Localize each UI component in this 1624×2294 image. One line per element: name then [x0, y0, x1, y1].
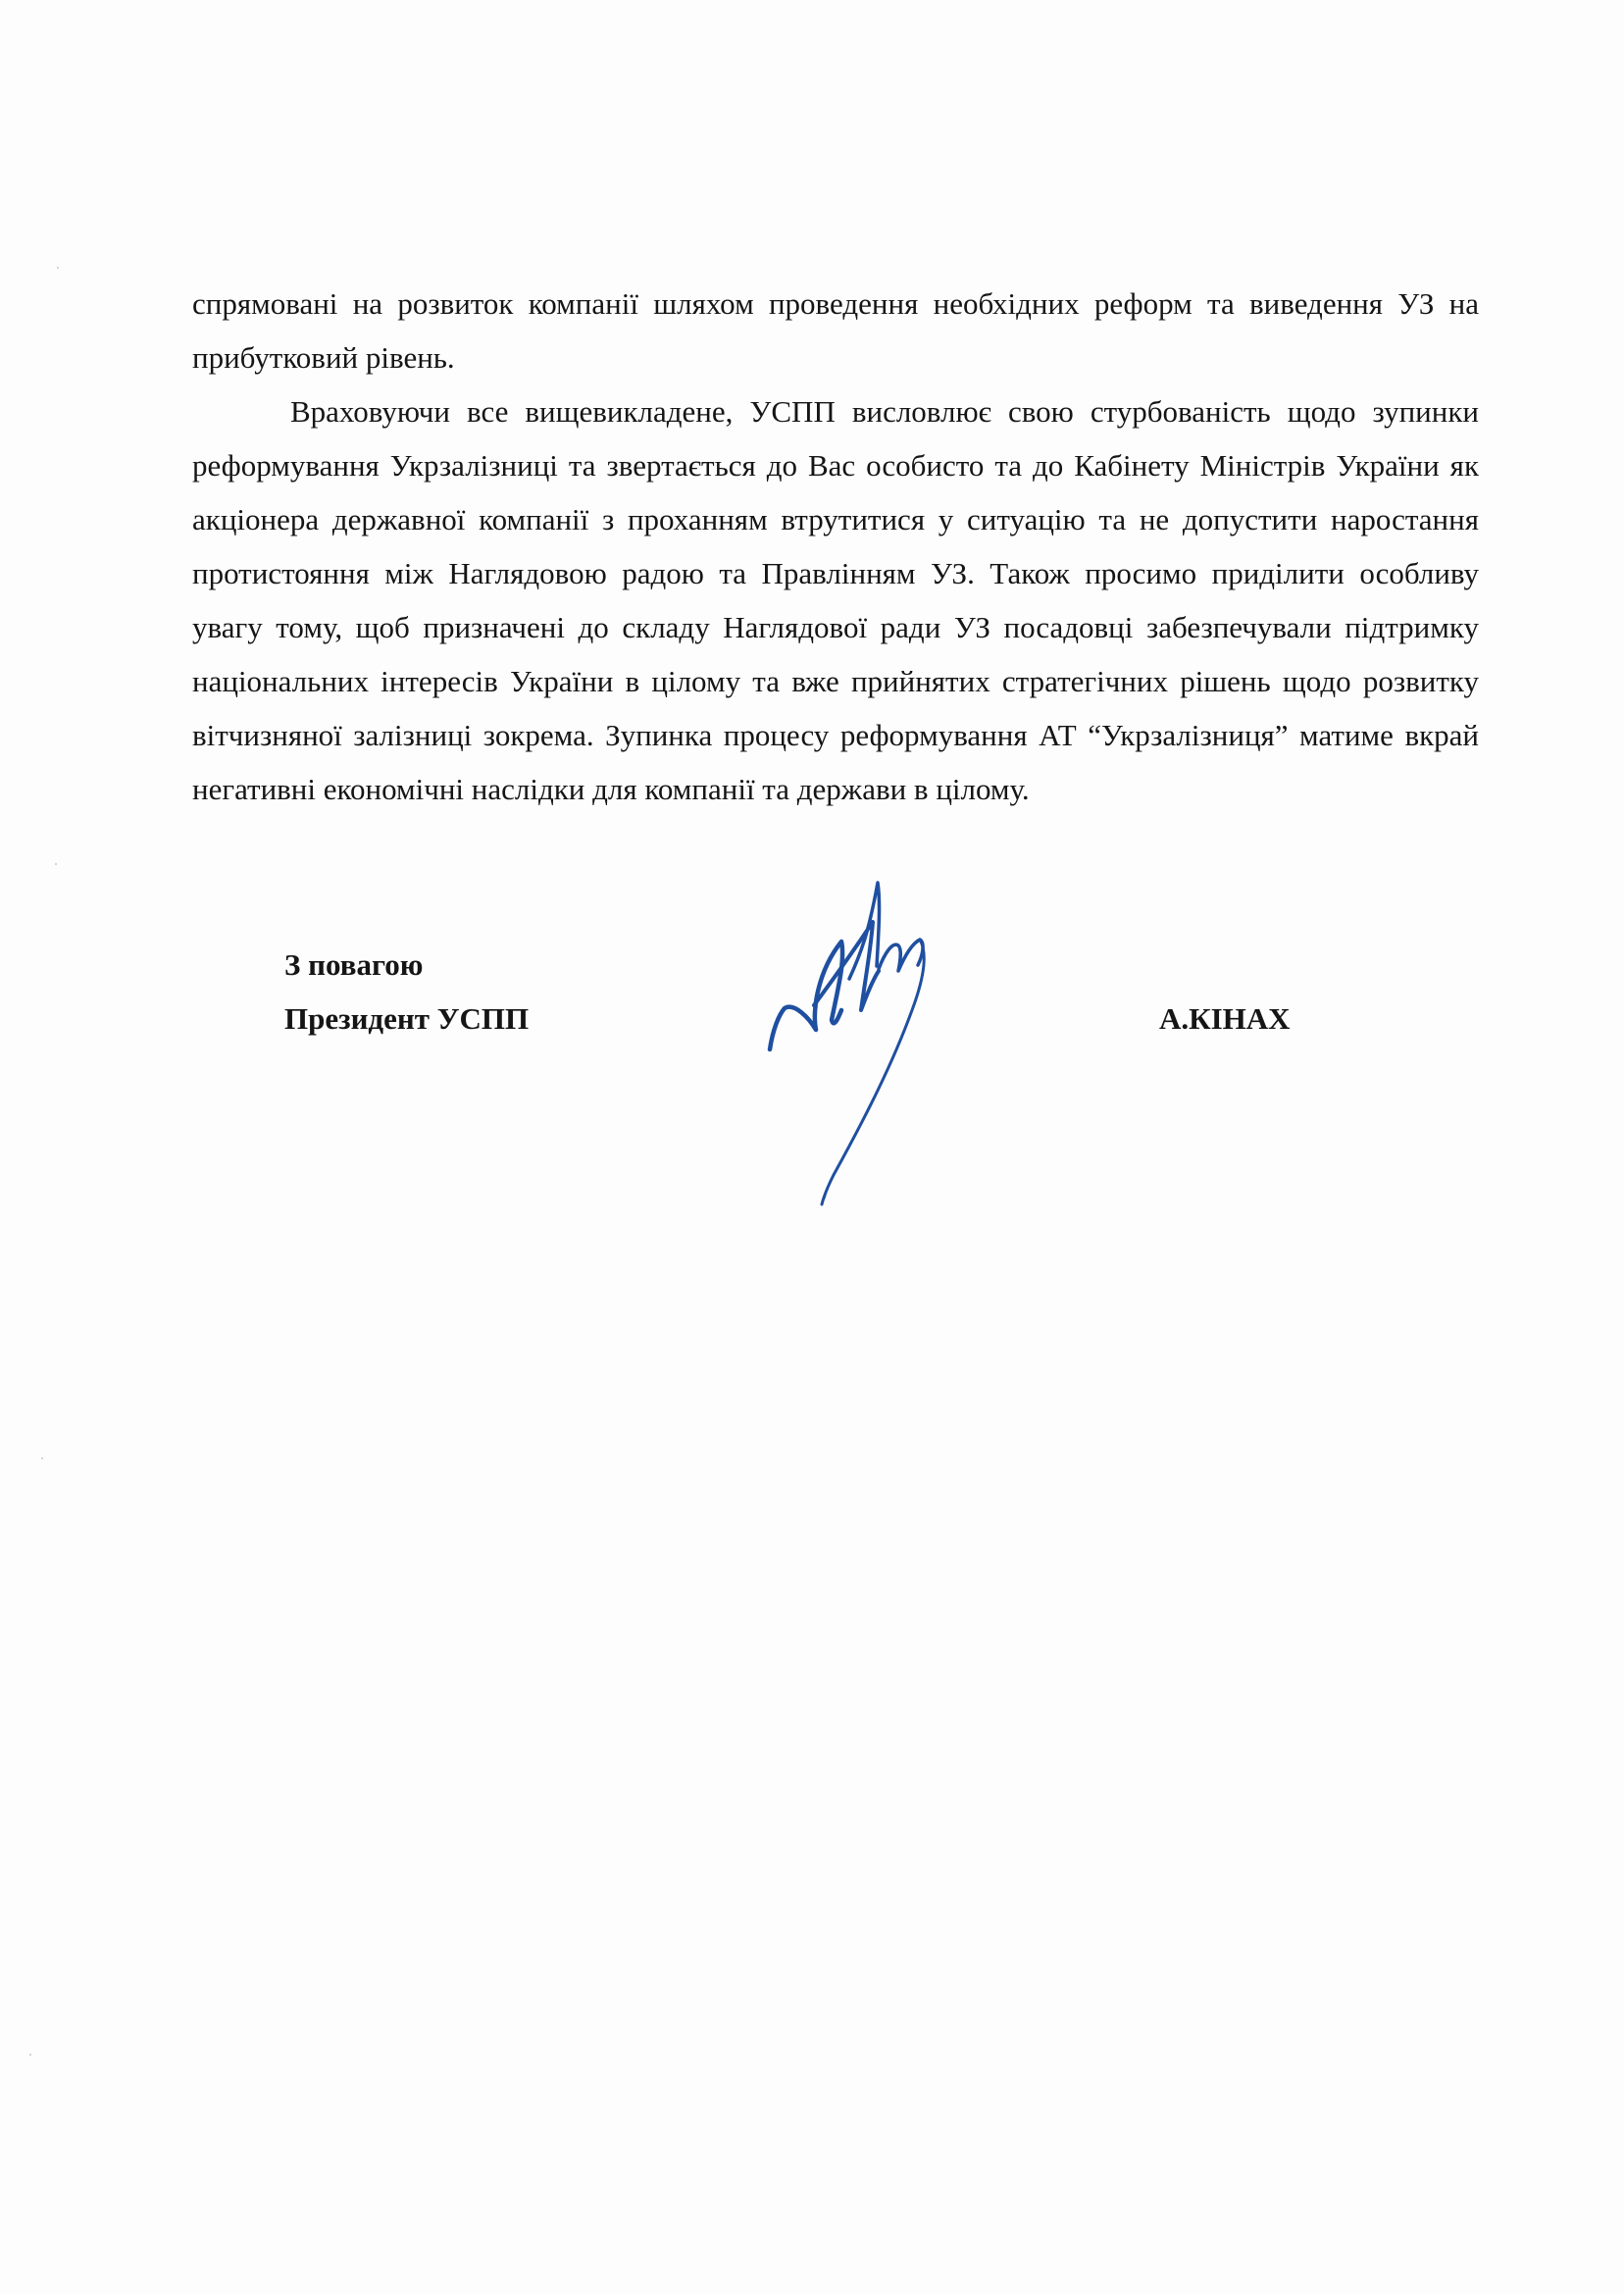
scan-speck: [57, 267, 59, 269]
paragraph-continuation: спрямовані на розвиток компанії шляхом проведення необхідних реформ та виведення УЗ на прибутковий рівень.: [192, 286, 1479, 375]
paragraph-main: Враховуючи все вищевикладене, УСПП висловлює свою стурбованість щодо зупинки реформування Укрзалізниці та звертається до Вас особисто та до Кабінету Міністрів України як акціонера державної компанії з проханням втрутитися у ситуацію та не допустити наростання протистояння між Наглядовою радою та Правлінням УЗ. Також просимо приділити особливу увагу тому, щоб призначені до складу Наглядової ради УЗ посадовці забезпечували підтримку національних інтересів України в цілому та вже прийнятих стратегічних рішень щодо розвитку вітчизняної залізниці зокрема. Зупинка процесу реформування АТ “Укрзалізниця” матиме вкрай негативні економічні наслідки для компанії та держави в цілому.: [192, 394, 1479, 806]
scan-speck: [29, 2054, 31, 2056]
closing-block: [284, 938, 529, 1045]
letter-body: [192, 277, 1479, 816]
handwritten-signature: [755, 863, 1020, 1216]
scan-speck: [55, 863, 57, 865]
salutation: З повагою: [284, 947, 424, 982]
signer-position: Президент УСПП: [284, 1001, 530, 1036]
scan-speck: [41, 1457, 43, 1459]
signer-name: А.КІНАХ: [1159, 1001, 1291, 1036]
